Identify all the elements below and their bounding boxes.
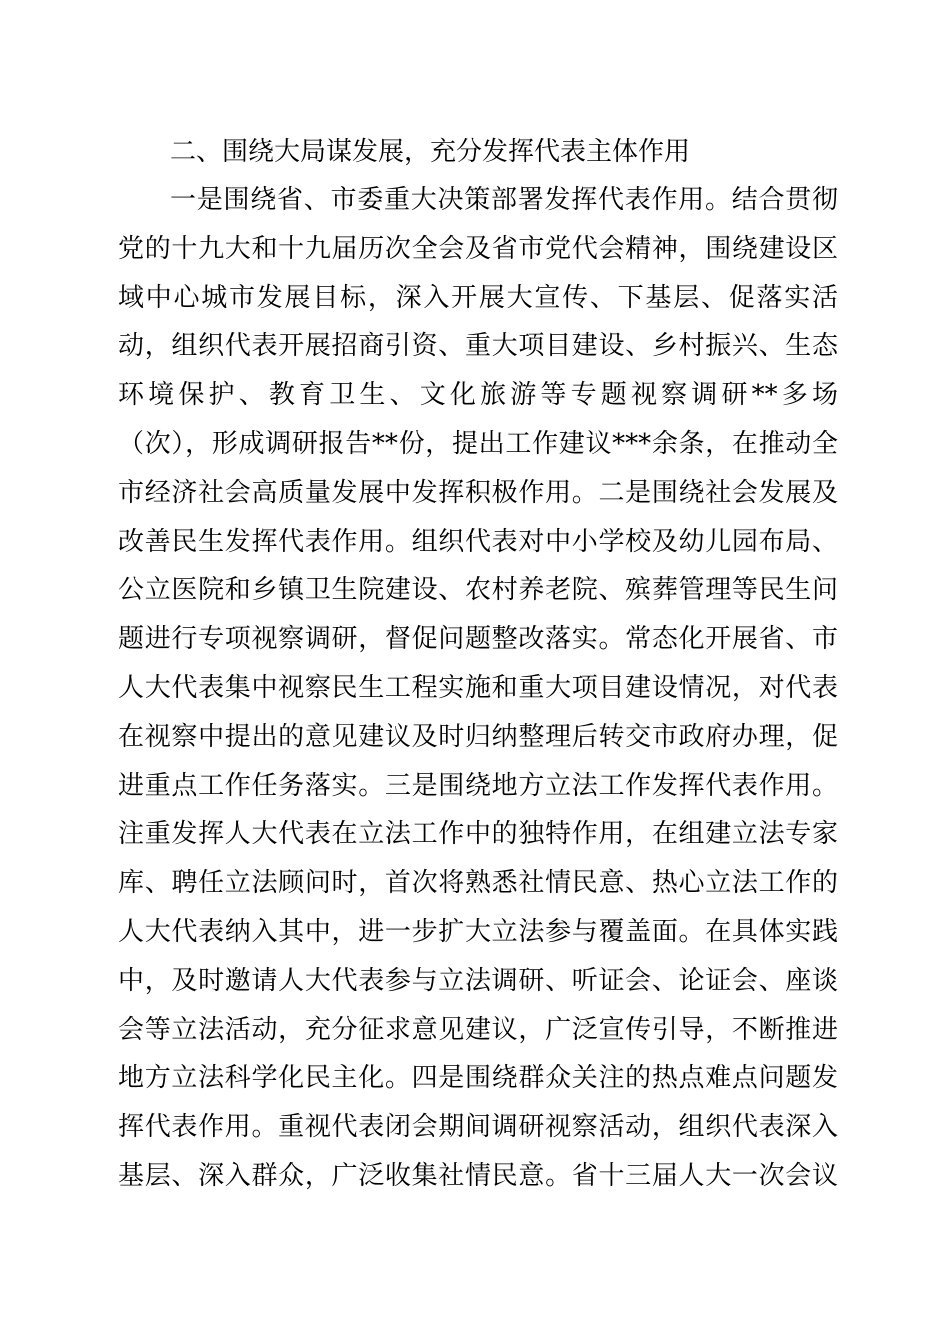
text-line: 基层、深入群众，广泛收集社情民意。省十三届人大一次会议 bbox=[118, 1160, 838, 1191]
text-line: 会等立法活动，充分征求意见建议，广泛宣传引导，不断推进 bbox=[118, 1014, 838, 1045]
text-line: 域中心城市发展目标，深入开展大宣传、下基层、促落实活 bbox=[118, 282, 838, 313]
text-line: 动，组织代表开展招商引资、重大项目建设、乡村振兴、生态 bbox=[118, 331, 838, 362]
text-line: 地方立法科学化民主化。四是围绕群众关注的热点难点问题发 bbox=[118, 1063, 838, 1094]
text-line: 在视察中提出的意见建议及时归纳整理后转交市政府办理，促 bbox=[118, 721, 838, 752]
text-line: 题进行专项视察调研，督促问题整改落实。常态化开展省、市 bbox=[118, 624, 838, 655]
text-line: 中，及时邀请人大代表参与立法调研、听证会、论证会、座谈 bbox=[118, 965, 838, 996]
text-line: 一是围绕省、市委重大决策部署发挥代表作用。结合贯彻 bbox=[170, 185, 838, 215]
text-line: 环境保护、教育卫生、文化旅游等专题视察调研**多场 bbox=[118, 380, 838, 411]
text-line: 人大代表纳入其中，进一步扩大立法参与覆盖面。在具体实践 bbox=[118, 916, 838, 947]
text-line: 挥代表作用。重视代表闭会期间调研视察活动，组织代表深入 bbox=[118, 1112, 838, 1143]
text-line: 进重点工作任务落实。三是围绕地方立法工作发挥代表作用。 bbox=[118, 770, 838, 801]
section-heading: 二、围绕大局谋发展，充分发挥代表主体作用 bbox=[170, 137, 691, 167]
text-line: 库、聘任立法顾问时，首次将熟悉社情民意、热心立法工作的 bbox=[118, 868, 838, 899]
text-line: 改善民生发挥代表作用。组织代表对中小学校及幼儿园布局、 bbox=[118, 526, 838, 557]
text-line: 公立医院和乡镇卫生院建设、农村养老院、殡葬管理等民生问 bbox=[118, 575, 838, 606]
text-line: 注重发挥人大代表在立法工作中的独特作用，在组建立法专家 bbox=[118, 819, 838, 850]
text-line: 市经济社会高质量发展中发挥积极作用。二是围绕社会发展及 bbox=[118, 477, 838, 508]
text-line: 人大代表集中视察民生工程实施和重大项目建设情况，对代表 bbox=[118, 672, 838, 703]
text-line: （次），形成调研报告**份，提出工作建议***余条，在推动全 bbox=[118, 428, 838, 459]
body-paragraph bbox=[118, 176, 838, 1201]
text-line: 党的十九大和十九届历次全会及省市党代会精神，围绕建设区 bbox=[118, 233, 838, 264]
